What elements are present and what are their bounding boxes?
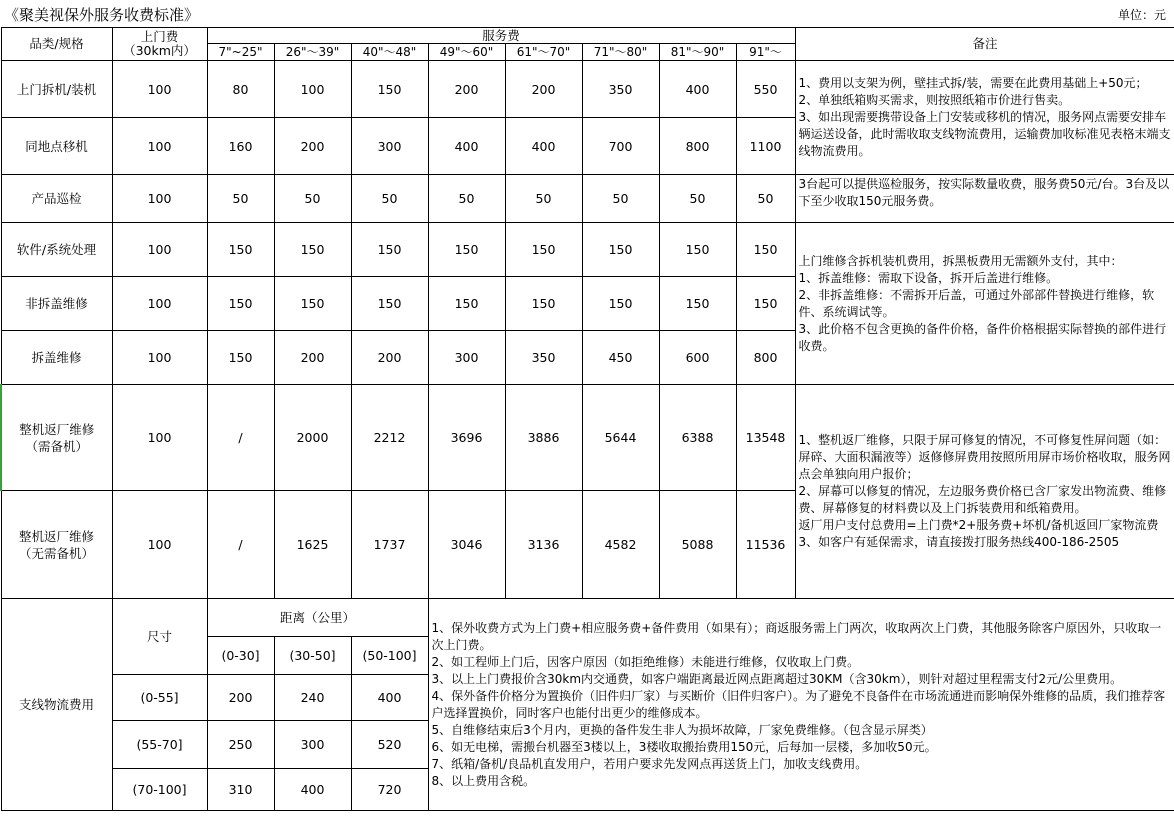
price-cell: 200 <box>274 118 351 175</box>
price-cell: 350 <box>505 331 582 385</box>
size-header: 81"〜90" <box>659 44 736 61</box>
price-cell: 5644 <box>582 385 659 491</box>
price-cell: 3696 <box>428 385 505 491</box>
logistics-size-label: 尺寸 <box>112 599 207 675</box>
header-category: 品类/规格 <box>1 28 112 61</box>
price-cell: 80 <box>207 61 274 118</box>
price-cell: 150 <box>351 223 428 277</box>
distance-header: (0-30] <box>207 637 274 675</box>
price-cell: 300 <box>428 331 505 385</box>
price-cell: 6388 <box>659 385 736 491</box>
remark-line: 1、整机返厂维修，只限于屏可修复的情况，不可修复性屏问题（如：屏碎、大面积漏液等）返修修屏费用按照所用屏市场价格收取，服务网点会单独向用户报价； <box>798 433 1171 481</box>
row-visit-fee: 100 <box>112 61 207 118</box>
price-cell: 150 <box>582 277 659 331</box>
price-cell: 150 <box>428 223 505 277</box>
fee-table <box>0 27 1174 811</box>
price-cell: 3136 <box>505 491 582 599</box>
remark-line: 返厂用户支付总费用=上门费*2+服务费+坏机/备机返回厂家物流费 <box>798 518 1159 532</box>
price-cell: 150 <box>659 277 736 331</box>
header-visit-fee-line1: 上门费 <box>140 29 179 44</box>
remarks-group-4 <box>795 385 1174 599</box>
price-cell: 100 <box>274 61 351 118</box>
row-category: 非拆盖维修 <box>1 277 112 331</box>
price-cell: 5088 <box>659 491 736 599</box>
general-note-line: 7、纸箱/备机/良品机直发用户，若用户要求先发网点再送货上门，加收支线费用。 <box>431 756 868 771</box>
price-cell: 4582 <box>582 491 659 599</box>
row-category: 产品巡检 <box>1 175 112 223</box>
table-row <box>1 385 1174 491</box>
price-cell: 150 <box>351 61 428 118</box>
row-visit-fee: 100 <box>112 385 207 491</box>
row-visit-fee: 100 <box>112 491 207 599</box>
logistics-size: (70-100] <box>112 769 207 811</box>
price-cell: 2212 <box>351 385 428 491</box>
logistics-price: 250 <box>207 721 274 769</box>
row-visit-fee: 100 <box>112 223 207 277</box>
remarks-group-2 <box>795 175 1174 223</box>
price-cell: 11536 <box>736 491 795 599</box>
price-cell: 1625 <box>274 491 351 599</box>
price-cell: 600 <box>659 331 736 385</box>
row-category-line2: （需备机） <box>25 438 88 454</box>
row-category <box>1 491 112 599</box>
document-title: 《聚美视保外服务收费标准》 <box>4 6 200 24</box>
row-category: 同地点移机 <box>1 118 112 175</box>
table-row <box>1 223 1174 277</box>
logistics-price: 400 <box>274 769 351 811</box>
header-remarks: 备注 <box>795 28 1174 61</box>
logistics-price: 720 <box>351 769 428 811</box>
price-cell: 50 <box>505 175 582 223</box>
row-category: 软件/系统处理 <box>1 223 112 277</box>
row-category: 拆盖维修 <box>1 331 112 385</box>
size-header: 91"〜 <box>736 44 795 61</box>
row-category-line1: 整机返厂维修 <box>19 421 95 437</box>
price-cell: 150 <box>505 277 582 331</box>
price-cell: 50 <box>274 175 351 223</box>
remarks-group-1 <box>795 61 1174 175</box>
price-cell: 50 <box>582 175 659 223</box>
price-cell: 700 <box>582 118 659 175</box>
price-cell: / <box>207 385 274 491</box>
row-category-line1: 整机返厂维修 <box>18 528 94 544</box>
logistics-size: (0-55] <box>112 675 207 721</box>
logistics-header-row <box>1 599 1174 637</box>
general-note-line: 3、以上上门费报价含30km内交通费，如客户端距离最近网点距离超过30KM（含30km），则针对超过里程需支付2元/公里费用。 <box>431 671 1123 686</box>
row-category <box>1 385 112 491</box>
price-cell: 400 <box>428 118 505 175</box>
row-visit-fee: 100 <box>112 118 207 175</box>
price-cell: 400 <box>659 61 736 118</box>
logistics-label: 支线物流费用 <box>1 599 112 811</box>
price-cell: 1100 <box>736 118 795 175</box>
price-cell: 3886 <box>505 385 582 491</box>
remark-line: 2、非拆盖维修：不需拆开后盖，可通过外部部件替换进行维修，软件、系统调试等。 <box>798 287 1155 319</box>
logistics-price: 310 <box>207 769 274 811</box>
table-row <box>1 175 1174 223</box>
price-cell: 150 <box>582 223 659 277</box>
remarks-group-3 <box>795 223 1174 385</box>
logistics-price: 240 <box>274 675 351 721</box>
general-note-line: 4、保外备件价格分为置换价（旧件归厂家）与买断价（旧件归客户）。为了避免不良备件在市场流通进而影响保外维修的品质，我们推荐客户选择置换价，同时客户也能付出更少的维修成本。 <box>431 688 1166 720</box>
logistics-size: (55-70] <box>112 721 207 769</box>
general-note-line: 5、自维修结束后3个月内，更换的备件发生非人为损坏故障，厂家免费维修。（包含显示屏类） <box>431 722 933 737</box>
logistics-price: 300 <box>274 721 351 769</box>
row-visit-fee: 100 <box>112 331 207 385</box>
price-cell: 200 <box>274 331 351 385</box>
price-cell: 1737 <box>351 491 428 599</box>
logistics-distance-label: 距离（公里） <box>207 599 428 637</box>
price-cell: 450 <box>582 331 659 385</box>
remark-line: 1、费用以支架为例，壁挂式拆/装，需要在此费用基础上+50元； <box>798 76 1148 90</box>
size-header: 49"〜60" <box>428 44 505 61</box>
remark-line: 3台起可以提供巡检服务，按实际数量收费，服务费50元/台。3台及以下至少收取150元服务费。 <box>798 177 1170 208</box>
price-cell: 300 <box>351 118 428 175</box>
price-cell: 150 <box>736 223 795 277</box>
header-visit-fee <box>112 28 207 61</box>
price-cell: 150 <box>351 277 428 331</box>
general-note-line: 1、保外收费方式为上门费+相应服务费+备件费用（如果有）；商返服务需上门两次，收取两次上门费，其他服务除客户原因外，只收取一次上门费。 <box>431 620 1162 652</box>
row-category: 上门拆机/装机 <box>1 61 112 118</box>
logistics-price: 200 <box>207 675 274 721</box>
remark-line: 3、此价格不包含更换的备件价格，备件价格根据实际替换的部件进行收费。 <box>798 321 1167 353</box>
remark-line: 1、拆盖维修：需取下设备，拆开后盖进行维修。 <box>798 270 1059 285</box>
row-category-line2: （无需备机） <box>18 545 94 561</box>
distance-header: (50-100] <box>351 637 428 675</box>
unit-label: 单位：元 <box>1117 8 1166 22</box>
price-cell: 400 <box>505 118 582 175</box>
remark-line: 上门维修含拆机装机费用，拆黑板费用无需额外支付，其中： <box>798 253 1123 268</box>
title-bar <box>0 0 1174 27</box>
price-cell: 150 <box>207 223 274 277</box>
remark-line: 2、单独纸箱购买需求，则按照纸箱市价进行售卖。 <box>798 93 1071 107</box>
remark-line: 3、如客户有延保需求，请直接拨打服务热线400-186-2505 <box>798 535 1120 549</box>
price-cell: 50 <box>428 175 505 223</box>
general-note-line: 2、如工程师上门后，因客户原因（如拒绝维修）未能进行维修，仅收取上门费。 <box>431 654 860 669</box>
header-visit-fee-line2: （30km内） <box>123 43 196 58</box>
price-cell: 800 <box>659 118 736 175</box>
size-header: 71"〜80" <box>582 44 659 61</box>
size-header: 7"~25" <box>207 44 274 61</box>
price-cell: / <box>207 491 274 599</box>
remark-line: 3、如出现需要携带设备上门安装或移机的情况，服务网点需要安排车辆运送设备，此时需收取支线物流费用，运输费加收标准见表格末端支线物流费用。 <box>798 110 1171 158</box>
price-cell: 150 <box>659 223 736 277</box>
distance-header: (30-50] <box>274 637 351 675</box>
price-cell: 200 <box>351 331 428 385</box>
row-visit-fee: 100 <box>112 175 207 223</box>
price-cell: 150 <box>274 277 351 331</box>
price-cell: 150 <box>505 223 582 277</box>
row-visit-fee: 100 <box>112 277 207 331</box>
size-header: 40"〜48" <box>351 44 428 61</box>
price-cell: 50 <box>207 175 274 223</box>
price-cell: 160 <box>207 118 274 175</box>
price-cell: 50 <box>659 175 736 223</box>
general-notes <box>428 599 1174 811</box>
price-cell: 350 <box>582 61 659 118</box>
table-row <box>1 61 1174 118</box>
logistics-price: 400 <box>351 675 428 721</box>
price-cell: 200 <box>428 61 505 118</box>
price-cell: 150 <box>428 277 505 331</box>
price-cell: 200 <box>505 61 582 118</box>
price-cell: 800 <box>736 331 795 385</box>
price-cell: 150 <box>274 223 351 277</box>
price-cell: 150 <box>207 277 274 331</box>
price-cell: 150 <box>207 331 274 385</box>
size-header: 26"〜39" <box>274 44 351 61</box>
price-cell: 2000 <box>274 385 351 491</box>
price-cell: 550 <box>736 61 795 118</box>
price-cell: 50 <box>351 175 428 223</box>
size-header: 61"〜70" <box>505 44 582 61</box>
general-note-line: 8、以上费用含税。 <box>431 773 536 788</box>
price-cell: 3046 <box>428 491 505 599</box>
price-cell: 150 <box>736 277 795 331</box>
header-service-fee: 服务费 <box>207 28 795 44</box>
price-cell: 50 <box>736 175 795 223</box>
general-note-line: 6、如无电梯，需搬台机器至3楼以上，3楼收取搬抬费用150元，后每加一层楼，多加收50元。 <box>431 739 937 754</box>
price-cell: 13548 <box>736 385 795 491</box>
remark-line: 2、屏幕可以修复的情况，左边服务费价格已含厂家发出物流费、维修费、屏幕修复的材料费以及上门拆装费用和纸箱费用。 <box>798 484 1167 515</box>
logistics-price: 520 <box>351 721 428 769</box>
